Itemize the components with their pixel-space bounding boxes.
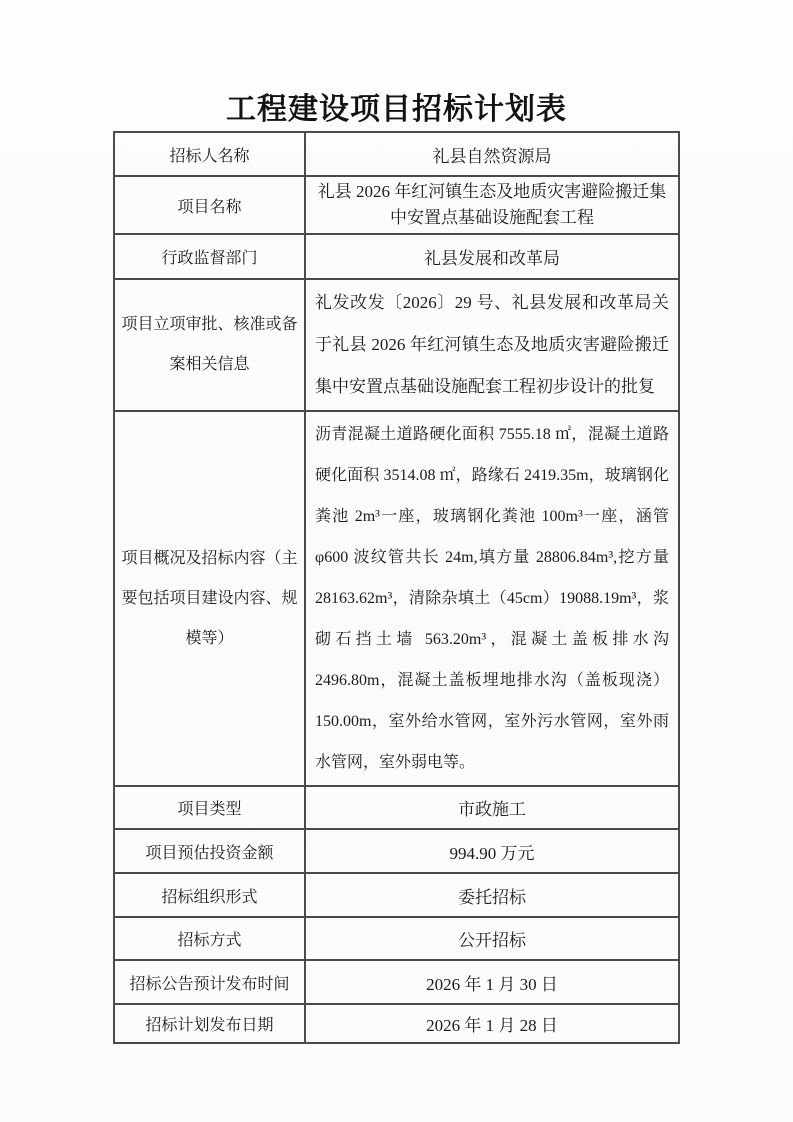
row-value-tender-method: 公开招标 xyxy=(305,917,679,960)
row-label-project-type: 项目类型 xyxy=(114,786,305,829)
row-value-project-overview: 沥青混凝土道路硬化面积 7555.18 ㎡，混凝土道路硬化面积 3514.08 ㎡，路缘石 2419.35m，玻璃钢化粪池 2m³一座，玻璃钢化粪池 100m³一座，涵管 φ600 波纹管共长 24m,填方量 28806.84m³,挖方量 28163.62m³，清除杂填土（45cm）19088.19m³，浆砌石挡土墙 563.20m³，混凝土盖板排水沟 2496.80m，混凝土盖板埋地排水沟（盖板现浇）150.00m，室外给水管网，室外污水管网，室外雨水管网，室外弱电等。 xyxy=(305,411,679,786)
row-label-estimated-investment: 项目预估投资金额 xyxy=(114,829,305,873)
row-value-approval-info: 礼发改发〔2026〕29 号、礼县发展和改革局关于礼县 2026 年红河镇生态及地质灾害避险搬迁集中安置点基础设施配套工程初步设计的批复 xyxy=(305,279,679,411)
table-row xyxy=(114,829,679,873)
row-label-announcement-date: 招标公告预计发布时间 xyxy=(114,960,305,1004)
table-row xyxy=(114,917,679,960)
row-value-project-type: 市政施工 xyxy=(305,786,679,829)
row-label-plan-publish-date: 招标计划发布日期 xyxy=(114,1004,305,1043)
table-row xyxy=(114,786,679,829)
row-value-organization-form: 委托招标 xyxy=(305,873,679,917)
row-label-supervising-department: 行政监督部门 xyxy=(114,234,305,279)
row-label-project-overview: 项目概况及招标内容（主要包括项目建设内容、规模等） xyxy=(114,411,305,786)
row-label-tender-method: 招标方式 xyxy=(114,917,305,960)
table-row xyxy=(114,176,679,234)
row-label-approval-info: 项目立项审批、核准或备案相关信息 xyxy=(114,279,305,411)
table-row xyxy=(114,960,679,1004)
table-row xyxy=(114,132,679,176)
document-title: 工程建设项目招标计划表 xyxy=(226,93,567,126)
row-value-project-name: 礼县 2026 年红河镇生态及地质灾害避险搬迁集中安置点基础设施配套工程 xyxy=(305,176,679,234)
tender-plan-table xyxy=(113,131,680,1044)
row-value-bidder-name: 礼县自然资源局 xyxy=(305,132,679,176)
row-label-project-name: 项目名称 xyxy=(114,176,305,234)
row-value-plan-publish-date: 2026 年 1 月 28 日 xyxy=(305,1004,679,1043)
row-value-estimated-investment: 994.90 万元 xyxy=(305,829,679,873)
table-row xyxy=(114,279,679,411)
table-row xyxy=(114,873,679,917)
row-label-organization-form: 招标组织形式 xyxy=(114,873,305,917)
table-row xyxy=(114,411,679,786)
table-row xyxy=(114,234,679,279)
table-row xyxy=(114,1004,679,1043)
row-value-announcement-date: 2026 年 1 月 30 日 xyxy=(305,960,679,1004)
row-value-supervising-department: 礼县发展和改革局 xyxy=(305,234,679,279)
row-label-bidder-name: 招标人名称 xyxy=(114,132,305,176)
